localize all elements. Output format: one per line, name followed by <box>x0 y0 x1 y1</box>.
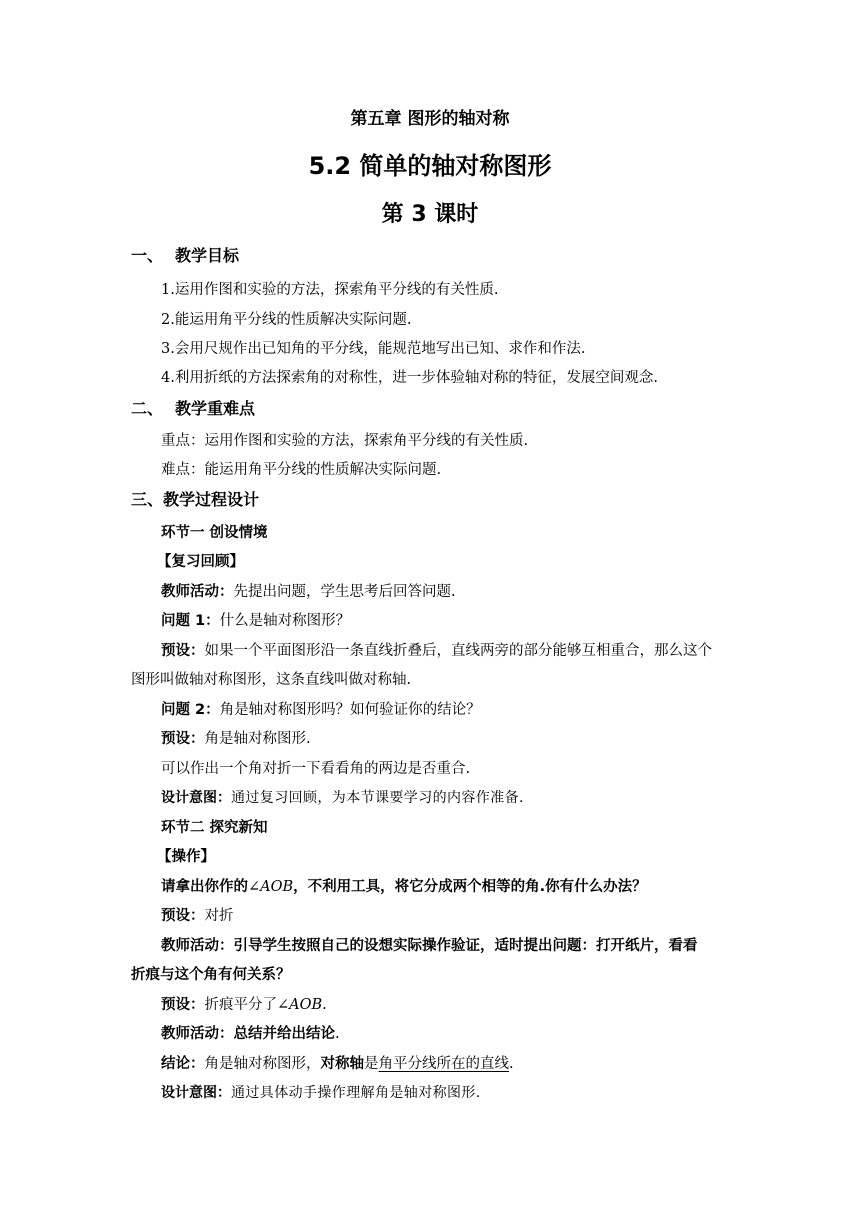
preset-1-line-1 <box>0 641 860 661</box>
text: 请拿出你作的 <box>161 879 248 895</box>
text: 角是轴对称图形吗？如何验证你的结论？ <box>219 702 481 718</box>
label: 结论： <box>161 1056 205 1072</box>
conclusion <box>0 1054 860 1074</box>
text: 角是轴对称图形， <box>204 1056 321 1072</box>
heading-number: 二、 <box>131 399 164 418</box>
heading-process: 三、教学过程设计 <box>131 490 260 509</box>
chapter-title: 第五章 图形的轴对称 <box>350 109 510 129</box>
label: 教师活动： <box>161 938 234 954</box>
text: ，不利用工具，将它分成两个相等的角.你有什么办法？ <box>293 879 647 895</box>
operation-title: 【操作】 <box>157 849 215 865</box>
label: 设计意图： <box>161 790 231 806</box>
section-title: 5.2 简单的轴对称图形 <box>308 152 552 180</box>
period: . <box>335 1026 340 1042</box>
period: . <box>509 1056 514 1072</box>
text: 引导学生按照自己的设想实际操作验证，适时提出问题：打开纸片，看看 <box>233 938 698 954</box>
text: 是 <box>364 1056 379 1072</box>
angle-aob: ∠AOB <box>248 879 294 895</box>
text: 如果一个平面图形沿一条直线折叠后，直线两旁的部分能够互相重合，那么这个 <box>204 643 712 659</box>
label: 设计意图： <box>161 1085 231 1101</box>
key-point: 重点：运用作图和实验的方法，探索角平分线的有关性质. <box>161 433 529 449</box>
question-1 <box>0 611 860 631</box>
teacher-activity-1 <box>0 582 860 602</box>
preset-1-line-2: 图形叫做轴对称图形，这条直线叫做对称轴. <box>131 672 412 688</box>
design-intent-2 <box>0 1083 860 1103</box>
goal-item: 4.利用折纸的方法探索角的对称性，进一步体验轴对称的特征，发展空间观念. <box>161 370 658 386</box>
lesson-title: 第 3 课时 <box>381 202 479 227</box>
text: 对折 <box>204 908 234 924</box>
design-intent-1 <box>0 788 860 808</box>
goal-item: 3.会用尺规作出已知角的平分线，能规范地写出已知、求作和作法. <box>161 341 586 357</box>
label: 预设： <box>161 908 205 924</box>
text: 通过具体动手操作理解角是轴对称图形. <box>231 1085 481 1101</box>
preset-3 <box>0 906 860 926</box>
label: 预设： <box>161 643 205 659</box>
heading-text: 教学目标 <box>175 246 240 265</box>
review-title: 【复习回顾】 <box>157 554 244 570</box>
difficult-point: 难点：能运用角平分线的性质解决实际问题. <box>161 462 442 478</box>
label: 教师活动： <box>161 584 234 600</box>
teacher-activity-2-line-1 <box>0 936 860 956</box>
text: 折痕平分了 <box>204 997 277 1013</box>
goal-item: 2.能运用角平分线的性质解决实际问题. <box>161 312 412 328</box>
text: 角是轴对称图形. <box>204 731 311 747</box>
heading-text: 教学重难点 <box>175 399 256 418</box>
angle-aob: ∠AOB <box>277 997 323 1013</box>
text: 什么是轴对称图形？ <box>219 613 351 629</box>
preset-4 <box>0 995 860 1015</box>
label: 预设： <box>161 997 205 1013</box>
bold-term: 对称轴 <box>320 1056 364 1072</box>
preset-2 <box>0 729 860 749</box>
heading-key-points <box>0 399 860 419</box>
period: . <box>322 997 327 1013</box>
goal-item: 1.运用作图和实验的方法，探索角平分线的有关性质. <box>161 282 499 298</box>
preset-2-extra: 可以作出一个角对折一下看看角的两边是否重合. <box>161 761 471 777</box>
label: 预设： <box>161 731 205 747</box>
heading-goals <box>0 246 860 266</box>
step-two-title: 环节二 探究新知 <box>161 820 268 836</box>
teacher-activity-3 <box>0 1024 860 1044</box>
text: 总结并给出结论 <box>233 1026 335 1042</box>
task-prompt <box>0 877 860 897</box>
heading-number: 一、 <box>131 246 164 265</box>
text: 通过复习回顾，为本节课要学习的内容作准备. <box>231 790 524 806</box>
label: 问题 1： <box>161 613 220 629</box>
teacher-activity-2-line-2: 折痕与这个角有何关系？ <box>131 967 291 983</box>
question-2 <box>0 700 860 720</box>
label: 问题 2： <box>161 702 220 718</box>
underlined-term: 角平分线所在的直线 <box>378 1056 509 1072</box>
label: 教师活动： <box>161 1026 234 1042</box>
text: 先提出问题，学生思考后回答问题. <box>233 584 456 600</box>
step-one-title: 环节一 创设情境 <box>161 525 268 541</box>
